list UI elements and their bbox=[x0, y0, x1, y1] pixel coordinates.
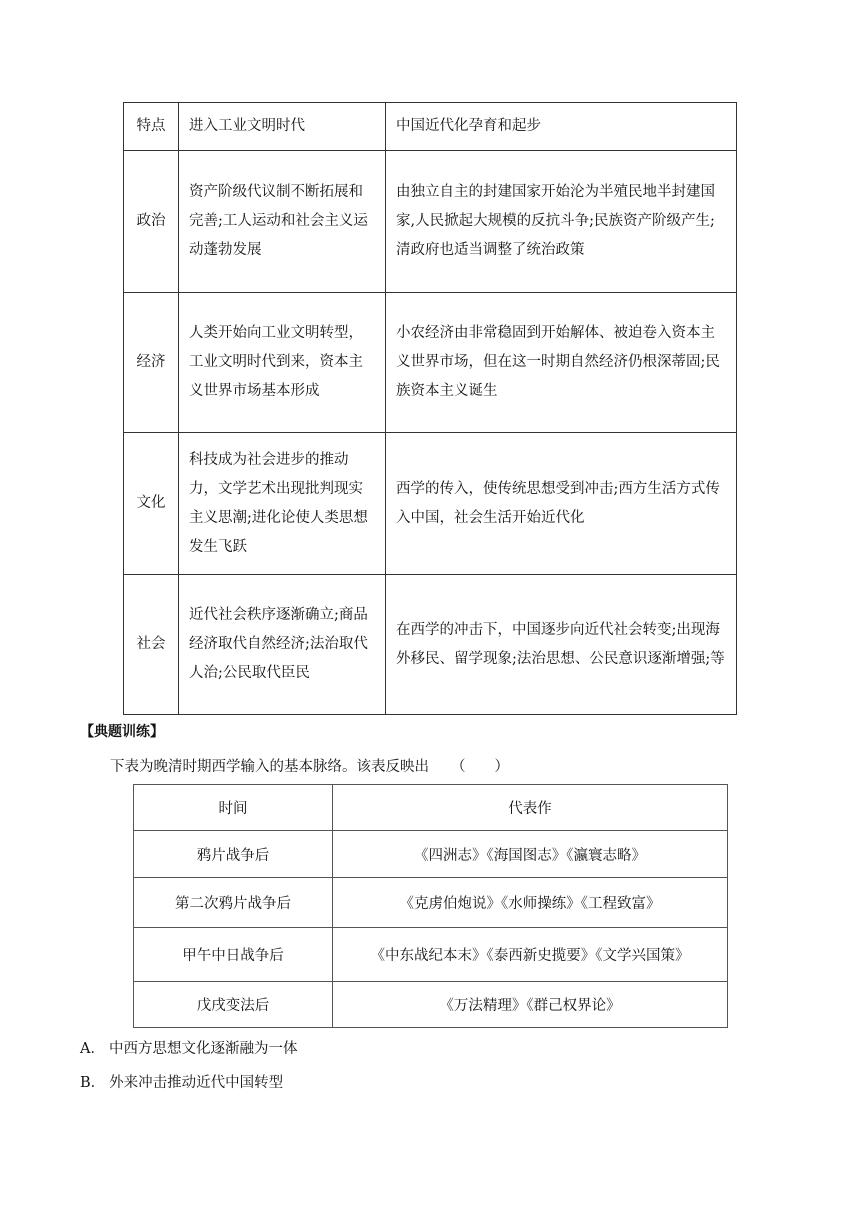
option-a[interactable] bbox=[80, 1038, 297, 1060]
option-letter: B． bbox=[80, 1075, 106, 1091]
header-cell-feature: 特点 bbox=[124, 103, 179, 151]
table-row bbox=[134, 831, 728, 878]
table-row bbox=[124, 293, 737, 433]
table-row bbox=[124, 575, 737, 715]
works-cell: 《克虏伯炮说》《水师操练》《工程致富》 bbox=[333, 878, 728, 928]
answer-blank: （ ） bbox=[451, 759, 509, 775]
option-b[interactable] bbox=[80, 1072, 283, 1094]
table-row bbox=[134, 878, 728, 928]
world-cell: 人类开始向工业文明转型，工业文明时代到来，资本主义世界市场基本形成 bbox=[179, 293, 386, 433]
option-text: 外来冲击推动近代中国转型 bbox=[109, 1075, 284, 1091]
table-header-row bbox=[134, 785, 728, 831]
works-table bbox=[133, 784, 728, 1028]
table-header-row bbox=[124, 103, 737, 151]
china-cell: 由独立自主的封建国家开始沦为半殖民地半封建国家,人民掀起大规模的反抗斗争;民族资产阶级产生;清政府也适当调整了统治政策 bbox=[386, 151, 737, 293]
option-text: 中西方思想文化逐渐融为一体 bbox=[108, 1041, 298, 1057]
china-cell: 小农经济由非常稳固到开始解体、被迫卷入资本主义世界市场，但在这一时期自然经济仍根深蒂固;民族资本主义诞生 bbox=[386, 293, 737, 433]
period-cell: 戊戌变法后 bbox=[134, 982, 333, 1028]
comparison-table bbox=[123, 102, 737, 715]
works-cell: 《四洲志》《海国图志》《瀛寰志略》 bbox=[333, 831, 728, 878]
period-cell: 甲午中日战争后 bbox=[134, 928, 333, 982]
world-cell: 资产阶级代议制不断拓展和完善;工人运动和社会主义运动蓬勃发展 bbox=[179, 151, 386, 293]
header-cell-china: 中国近代化孕育和起步 bbox=[386, 103, 737, 151]
period-cell: 第二次鸦片战争后 bbox=[134, 878, 333, 928]
works-cell: 《中东战纪本末》《泰西新史揽要》《文学兴国策》 bbox=[333, 928, 728, 982]
table-row bbox=[134, 928, 728, 982]
world-cell: 科技成为社会进步的推动力，文学艺术出现批判现实主义思潮;进化论使人类思想发生飞跃 bbox=[179, 433, 386, 575]
china-cell: 在西学的冲击下，中国逐步向近代社会转变;出现海外移民、留学现象;法治思想、公民意识逐渐增强;等 bbox=[386, 575, 737, 715]
option-letter: A． bbox=[80, 1041, 105, 1057]
world-cell: 近代社会秩序逐渐确立;商品经济取代自然经济;法治取代人治;公民取代臣民 bbox=[179, 575, 386, 715]
section-title: 【典题训练】 bbox=[80, 724, 164, 740]
table-row bbox=[124, 433, 737, 575]
table-row bbox=[124, 151, 737, 293]
question-stem bbox=[110, 756, 509, 778]
header-cell-period: 时间 bbox=[134, 785, 333, 831]
header-cell-world: 进入工业文明时代 bbox=[179, 103, 386, 151]
feature-cell: 社会 bbox=[124, 575, 179, 715]
china-cell: 西学的传入，使传统思想受到冲击;西方生活方式传入中国，社会生活开始近代化 bbox=[386, 433, 737, 575]
works-cell: 《万法精理》《群己权界论》 bbox=[333, 982, 728, 1028]
feature-cell: 文化 bbox=[124, 433, 179, 575]
period-cell: 鸦片战争后 bbox=[134, 831, 333, 878]
feature-cell: 政治 bbox=[124, 151, 179, 293]
table-row bbox=[134, 982, 728, 1028]
feature-cell: 经济 bbox=[124, 293, 179, 433]
header-cell-works: 代表作 bbox=[333, 785, 728, 831]
question-text: 下表为晚清时期西学输入的基本脉络。该表反映出 bbox=[110, 759, 429, 775]
